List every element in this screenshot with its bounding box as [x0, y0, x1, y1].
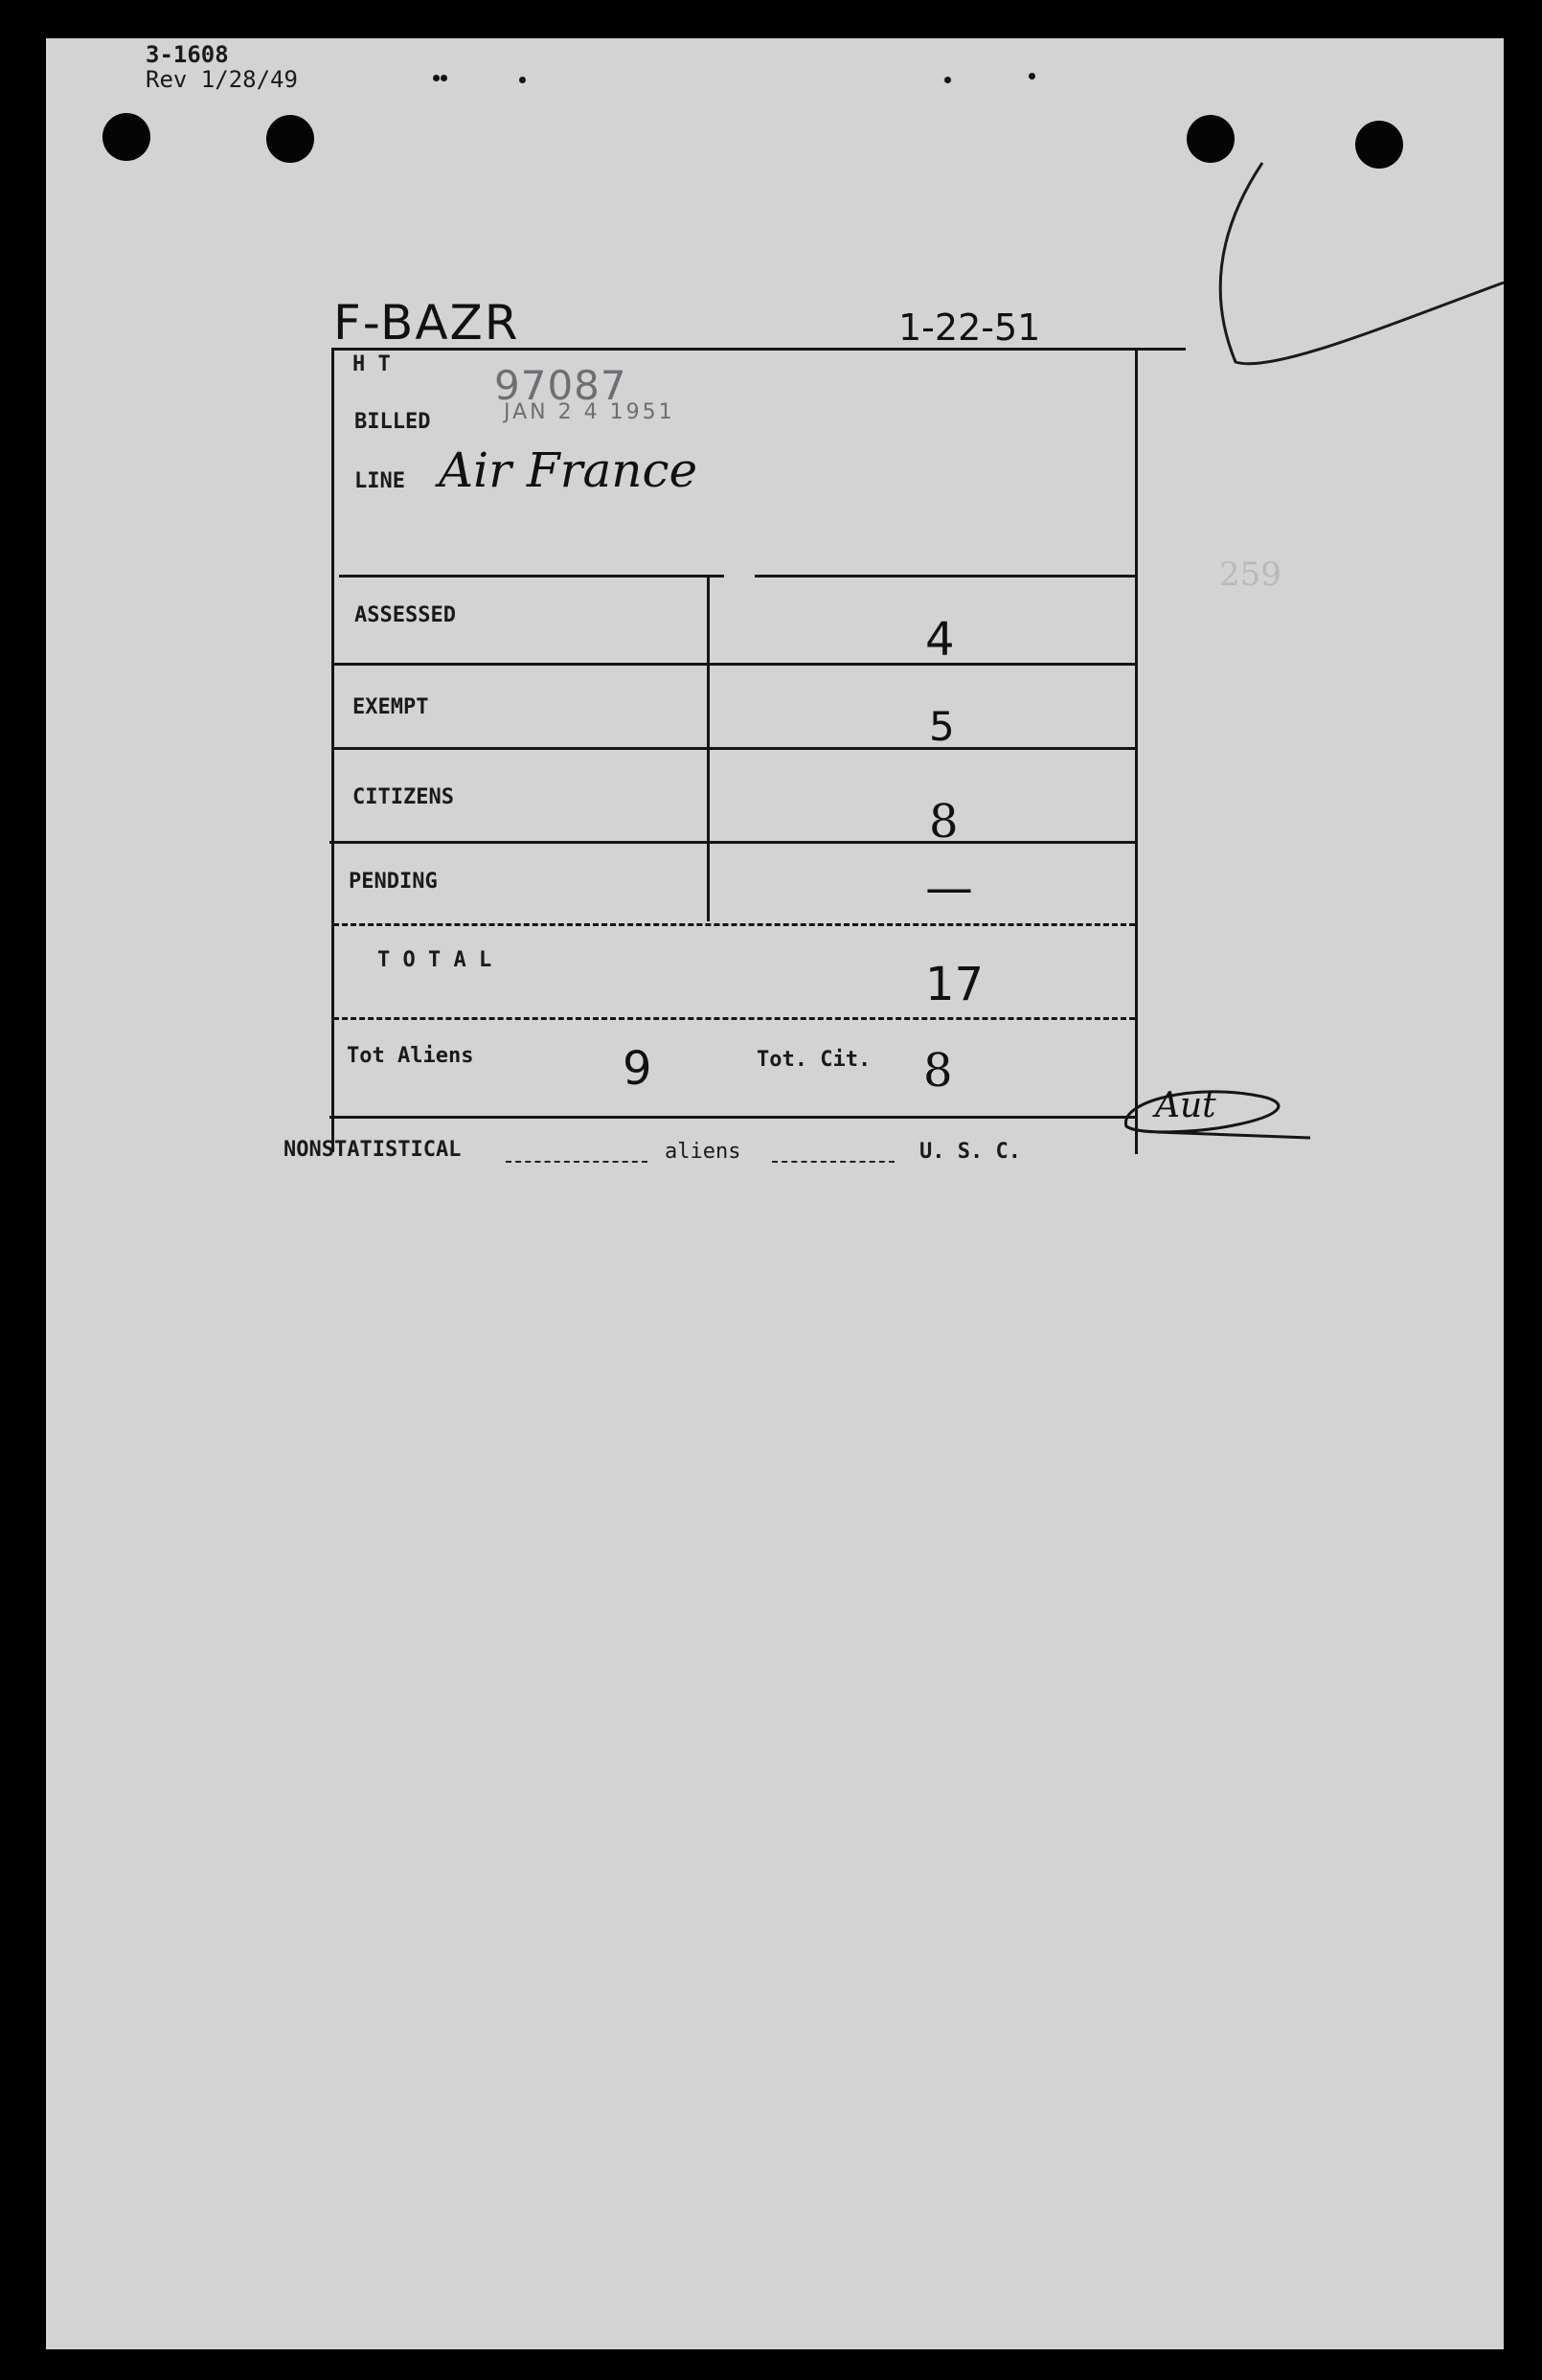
- tot-aliens-value: 9: [623, 1042, 652, 1096]
- row-value-exempt: 5: [929, 703, 955, 750]
- document-page: [46, 38, 1504, 2349]
- nonstatistical-label: NONSTATISTICAL: [283, 1138, 462, 1162]
- separator: [339, 575, 724, 578]
- usc-label: U. S. C.: [919, 1140, 1021, 1164]
- nonstatistical-usc-blank: [772, 1161, 895, 1163]
- total-value: 17: [925, 958, 985, 1011]
- nonstatistical-aliens-blank: [506, 1161, 647, 1163]
- table-bottom-border: [329, 1116, 1138, 1119]
- stamp-number: 97087: [494, 362, 627, 409]
- aliens-label: aliens: [665, 1140, 741, 1164]
- separator: [755, 575, 1136, 578]
- line-label: LINE: [354, 469, 405, 493]
- row-label-citizens: CITIZENS: [352, 785, 454, 809]
- table-right-border: [1135, 348, 1138, 1154]
- row-divider: [333, 923, 1135, 926]
- table-left-border: [331, 348, 334, 1152]
- pencil-stroke: [46, 38, 1504, 2349]
- airline-name: Air France: [439, 442, 698, 498]
- header-date: 1-22-51: [898, 306, 1041, 349]
- row-label-pending: PENDING: [349, 870, 438, 894]
- initials: Aut: [1155, 1086, 1216, 1125]
- row-value-assessed: 4: [925, 613, 955, 667]
- row-value-pending: —: [925, 860, 973, 916]
- row-label-exempt: EXEMPT: [352, 695, 429, 719]
- row-label-assessed: ASSESSED: [354, 603, 456, 627]
- form-revision: Rev 1/28/49: [146, 66, 298, 93]
- flight-number: F-BAZR: [333, 295, 520, 351]
- tot-aliens-label: Tot Aliens: [347, 1044, 474, 1068]
- row-divider: [329, 841, 1135, 844]
- form-number: 3-1608: [146, 41, 229, 68]
- tot-cit-label: Tot. Cit.: [757, 1048, 872, 1072]
- billed-label: BILLED: [354, 410, 431, 434]
- total-label: T O T A L: [377, 948, 492, 972]
- row-divider: [333, 663, 1135, 666]
- row-value-citizens: 8: [929, 795, 959, 849]
- ht-label: H T: [352, 352, 391, 376]
- stamp-date: JAN 2 4 1951: [504, 400, 675, 424]
- margin-number: 259: [1219, 555, 1281, 594]
- row-divider: [333, 1017, 1135, 1020]
- tot-cit-value: 8: [923, 1044, 953, 1098]
- table-top-border: [331, 348, 1186, 351]
- row-divider: [333, 747, 1135, 750]
